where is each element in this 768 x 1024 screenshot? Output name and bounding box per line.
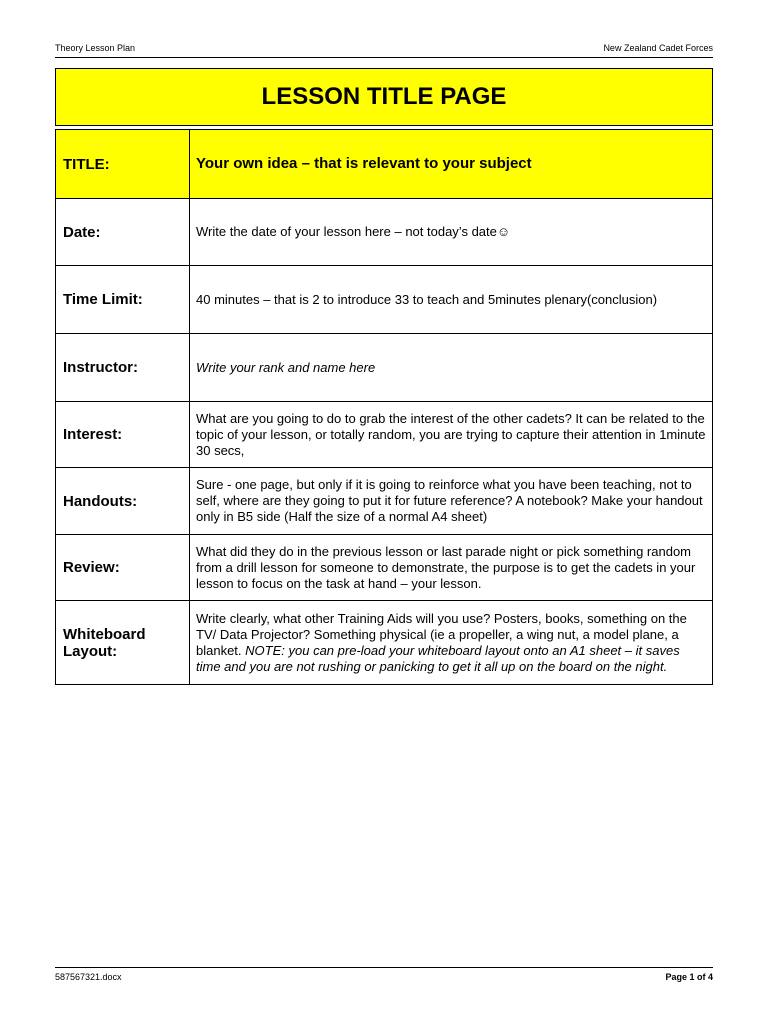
date-value: Write the date of your lesson here – not today’s date☺ <box>190 199 713 266</box>
table-row-time-limit <box>56 266 713 334</box>
page-header <box>55 40 713 58</box>
review-label: Review: <box>56 535 190 601</box>
whiteboard-value <box>190 601 713 685</box>
table-row-review <box>56 535 713 601</box>
whiteboard-label-line2: Layout: <box>63 642 118 660</box>
table-row-date <box>56 199 713 266</box>
handouts-label: Handouts: <box>56 468 190 535</box>
header-organization: New Zealand Cadet Forces <box>603 43 713 53</box>
title-value: Your own idea – that is relevant to your subject <box>190 130 713 199</box>
lesson-plan-table <box>55 129 713 685</box>
page-footer <box>55 967 713 985</box>
interest-label: Interest: <box>56 402 190 468</box>
footer-filename: 587567321.docx <box>55 972 122 982</box>
whiteboard-label <box>56 601 190 685</box>
whiteboard-value-note: NOTE: you can pre-load your whiteboard layout onto an A1 sheet – it saves time and you are not rushing or panicking to get it all up on the board on the night. <box>196 642 680 674</box>
lesson-title-page-heading: LESSON TITLE PAGE <box>55 68 713 126</box>
handouts-value: Sure - one page, but only if it is going to reinforce what you have been teaching, not to self, where are they going to put it for future reference? A notebook? Make your handout only in B5 side (Half the size of a normal A4 sheet) <box>190 468 713 535</box>
table-row-whiteboard <box>56 601 713 685</box>
date-label: Date: <box>56 199 190 266</box>
interest-value: What are you going to do to grab the interest of the other cadets? It can be related to the topic of your lesson, or totally random, you are trying to capture their attention in 1minute 30 secs, <box>190 402 713 468</box>
table-row-handouts <box>56 468 713 535</box>
review-value: What did they do in the previous lesson or last parade night or pick something random from a drill lesson for someone to demonstrate, the purpose is to get the cadets in your lesson to focus on the task at hand – your lesson. <box>190 535 713 601</box>
table-row-title <box>56 130 713 199</box>
whiteboard-label-line1: Whiteboard <box>63 625 146 643</box>
table-row-instructor <box>56 334 713 402</box>
instructor-value: Write your rank and name here <box>190 334 713 402</box>
footer-page-number: Page 1 of 4 <box>665 972 713 982</box>
whiteboard-value-plain: Write clearly, what other Training Aids will you use? Posters, books, something on the TV/ Data Projector? Something physical (ie a propeller, a wing nut, a model plane, a blanket. <box>196 610 687 658</box>
time-limit-value: 40 minutes – that is 2 to introduce 33 to teach and 5minutes plenary(conclusion) <box>190 266 713 334</box>
table-row-interest <box>56 402 713 468</box>
title-label: TITLE: <box>56 130 190 199</box>
header-document-type: Theory Lesson Plan <box>55 43 136 53</box>
instructor-label: Instructor: <box>56 334 190 402</box>
time-limit-label: Time Limit: <box>56 266 190 334</box>
